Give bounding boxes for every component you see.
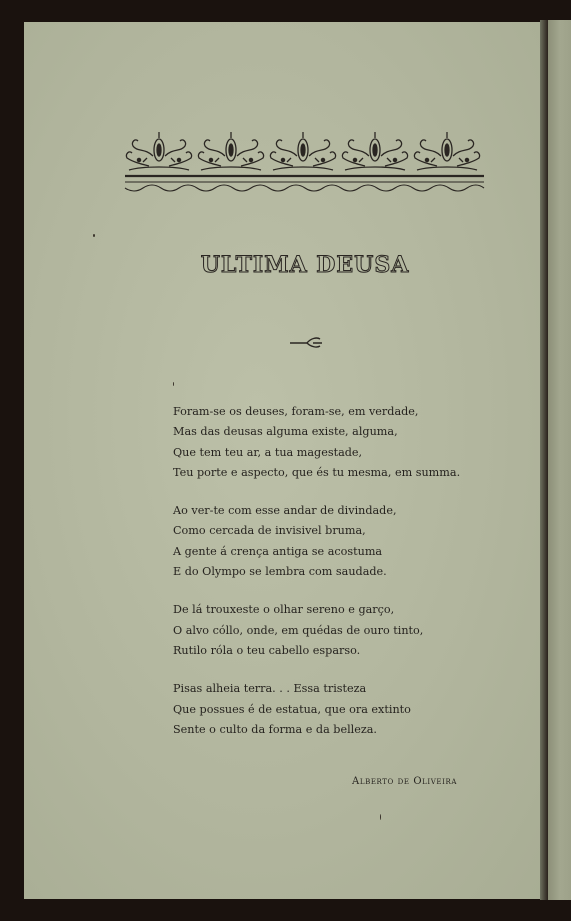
- poem-title-text: ULTIMA DEUSA: [200, 252, 410, 278]
- poem-line: Que possues é de estatua, que ora extinto: [173, 702, 411, 716]
- stanza: [173, 402, 513, 483]
- poem-line: E do Olympo se lembra com saudade.: [173, 565, 387, 579]
- paper-speck: [93, 234, 95, 237]
- poem-line: Como cercada de invisivel bruma,: [173, 524, 366, 538]
- next-page-edge: [548, 20, 571, 900]
- poem-line: Foram-se os deuses, foram-se, em verdade,: [173, 405, 419, 418]
- poem-line: O alvo cóllo, onde, em quédas de ouro tinto,: [173, 623, 424, 637]
- poem-line: Teu porte e aspecto, que és tu mesma, em summa.: [173, 465, 461, 479]
- paper-speck: [380, 814, 381, 820]
- floral-border-icon: [123, 128, 486, 196]
- dash-flourish-icon: [289, 334, 323, 350]
- poem-line: Pisas alheia terra. . . Essa tristeza: [173, 682, 367, 696]
- poem-line: Sente o culto da forma e da belleza.: [173, 722, 377, 736]
- poem-line: De lá trouxeste o olhar sereno e garço,: [173, 603, 395, 617]
- poem-line: Ao ver-te com esse andar de divindade,: [173, 504, 397, 518]
- poem-body: [173, 402, 513, 740]
- poem-line: A gente á crença antiga se acostuma: [173, 544, 383, 558]
- poem-line: Que tem teu ar, a tua magestade,: [173, 445, 363, 459]
- author-signature: [352, 776, 457, 787]
- stanza: [173, 600, 513, 661]
- stanza: [173, 679, 513, 740]
- stanza: [173, 501, 513, 582]
- poem-line: Rutilo róla o teu cabello esparso.: [173, 643, 361, 657]
- poem-line: Mas das deusas alguma existe, alguma,: [173, 425, 398, 439]
- paper-speck: [173, 382, 174, 386]
- poem-title: [0, 252, 571, 278]
- author-name: Alberto de Oliveira: [352, 776, 458, 787]
- page-gutter: [540, 20, 548, 900]
